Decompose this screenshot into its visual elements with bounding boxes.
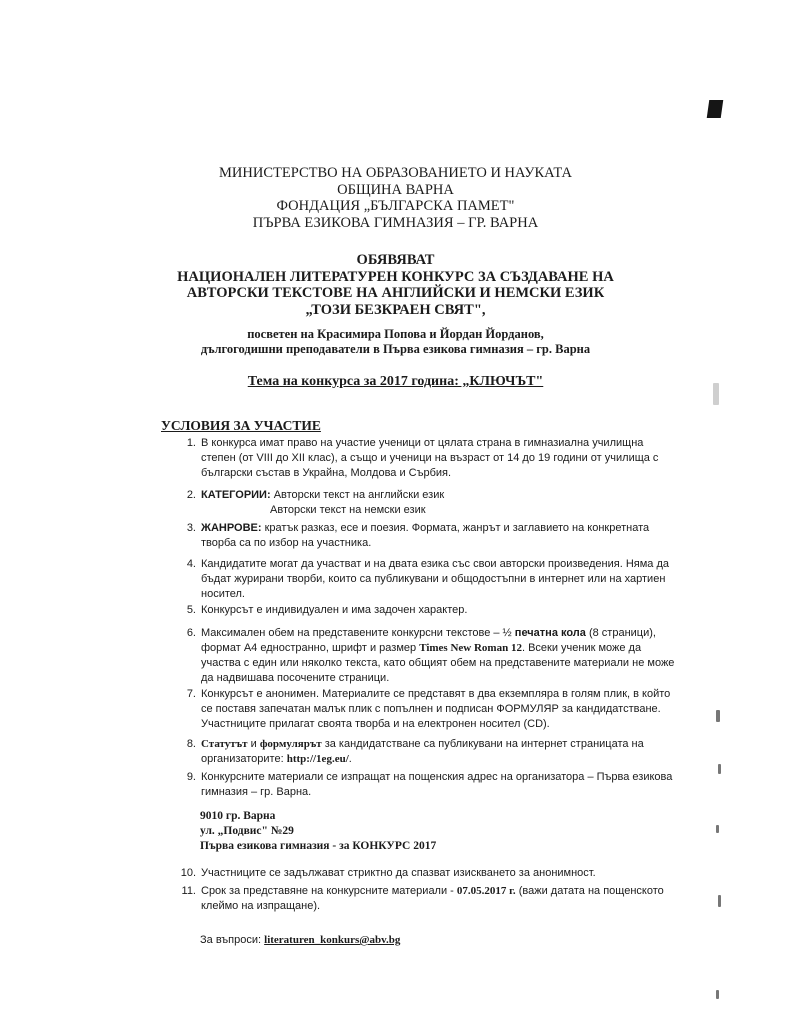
item-text: Срок за представяне на конкурсните материали -	[201, 885, 454, 897]
ministry-line: МИНИСТЕРСТВО НА ОБРАЗОВАНИЕТО И НАУКАТА	[219, 165, 572, 181]
scan-speck	[716, 825, 719, 833]
item-text: (8 страници),	[588, 627, 656, 639]
address-line: Първа езикова гимназия - за КОНКУРС 2017	[200, 840, 437, 852]
genres-label: ЖАНРОВЕ:	[201, 522, 262, 534]
item-emphasis: печатна кола	[514, 627, 586, 639]
item-text: се поставя запечатан малък плик с попълнен и подписан ФОРМУЛЯР за кандидатстване.	[201, 703, 661, 715]
item-text: В конкурса имат право на участие ученици от цялата страна в гимназиална училищна	[201, 437, 644, 449]
contest-theme: Тема на конкурса за 2017 година: „КЛЮЧЪТ"	[247, 374, 544, 389]
item-text: творба са по избор на участника.	[201, 537, 372, 549]
dedication-line: дългогодишни преподаватели в Първа езикова гимназия – гр. Варна	[200, 342, 591, 356]
category-english: Авторски текст на английски език	[273, 489, 445, 501]
deadline-date: 07.05.2017 г.	[456, 885, 516, 897]
municipality-line: ОБЩИНА ВАРНА	[337, 181, 454, 198]
postal-address	[200, 809, 436, 854]
item-text: Участниците се задължават стриктно да спазват изискването за анонимност.	[201, 867, 596, 879]
announce-line: АВТОРСКИ ТЕКСТОВЕ НА АНГЛИЙСКИ И НЕМСКИ ЕЗИК	[186, 285, 605, 301]
item-number: 1.	[186, 437, 196, 449]
statute-label: Статутът	[201, 738, 248, 750]
item-text: формат А4 едностранно, шрифт и размер	[201, 642, 417, 654]
form-label: формулярът	[259, 738, 322, 750]
announcement-title	[0, 252, 791, 318]
item-number: 5.	[186, 604, 196, 616]
item-text: Максимален обем на представените конкурсни текстове – ½	[201, 627, 512, 639]
school-line: ПЪРВА ЕЗИКОВА ГИМНАЗИЯ – ГР. ВАРНА	[252, 214, 539, 231]
item-text: гимназия – гр. Варна.	[201, 786, 312, 798]
dedication	[0, 327, 791, 357]
item-text: кратък разказ, есе и поезия. Формата, жанрът и заглавието на конкретната	[264, 522, 650, 534]
item-number: 7.	[186, 688, 196, 700]
item-text: организаторите:	[201, 753, 284, 765]
item-text: степен (от VIII до XII клас), а също и ученици на възраст от 14 до 19 години от училища с	[201, 452, 659, 464]
item-text: и	[250, 738, 257, 750]
item-number: 6.	[186, 627, 196, 639]
item-number: 10.	[180, 867, 196, 879]
foundation-line: ФОНДАЦИЯ „БЪЛГАРСКА ПАМЕТ"	[276, 198, 515, 214]
address-line: 9010 гр. Варна	[200, 810, 276, 822]
item-text: носител.	[201, 588, 245, 600]
announce-line: ОБЯВЯВАТ	[356, 252, 435, 268]
contact-label: За въпроси:	[200, 934, 262, 946]
item-number: 11.	[181, 885, 196, 897]
contact-email-link[interactable]: literaturen_konkurs@abv.bg	[264, 934, 401, 946]
conditions-heading: УСЛОВИЯ ЗА УЧАСТИЕ	[161, 418, 321, 433]
item-number: 9.	[186, 771, 196, 783]
scan-speck	[716, 990, 719, 999]
item-text: участва с един или няколко текста, като общият обем на представените материали не може	[201, 657, 675, 669]
item-text: да надвишава посочените страници.	[201, 672, 390, 684]
category-german: Авторски текст на немски език	[270, 504, 426, 516]
item-text: . Всеки ученик може да	[521, 642, 642, 654]
item-text: Конкурсът е анонимен. Материалите се представят в два екземпляра в голям плик, в който	[201, 688, 671, 700]
item-text: (важи датата на пощенското	[518, 885, 664, 897]
dedication-line: посветен на Красимира Попова и Йордан Йорданов,	[247, 327, 544, 341]
item-text: клеймо на изпращане).	[201, 900, 321, 912]
item-text: Конкурсните материали се изпращат на пощенския адрес на организатора – Първа езикова	[201, 771, 673, 783]
organizers-header	[0, 165, 791, 231]
announce-line: НАЦИОНАЛЕН ЛИТЕРАТУРЕН КОНКУРС ЗА СЪЗДАВАНЕ НА	[177, 268, 614, 285]
scan-speck	[718, 895, 721, 907]
item-number: 4.	[186, 558, 196, 570]
item-text: Участниците прилагат своята творба и на електронен носител (CD).	[201, 718, 550, 730]
item-text: Кандидатите могат да участват и на двата езика със свои авторски произведения. Няма да	[201, 558, 669, 570]
item-number: 8.	[186, 738, 196, 750]
item-number: 3.	[186, 522, 196, 534]
categories-label: КАТЕГОРИИ:	[201, 489, 271, 501]
item-text: .	[348, 753, 352, 765]
item-text: за кандидатстване са публикувани на интернет страницата на	[324, 738, 644, 750]
item-text: български състав в Украйна, Молдова и Сърбия.	[201, 467, 452, 479]
scan-speck	[718, 764, 721, 774]
scan-edge-mark	[707, 100, 724, 118]
address-line: ул. „Подвис" №29	[200, 825, 294, 837]
item-text: Конкурсът е индивидуален и има задочен характер.	[201, 604, 468, 616]
announce-line: „ТОЗИ БЕЗКРАЕН СВЯТ",	[305, 301, 486, 318]
item-emphasis: Times New Roman 12	[419, 642, 522, 654]
item-number: 2.	[186, 489, 196, 501]
website-link[interactable]: http://1eg.eu/	[286, 753, 349, 765]
contact-line	[200, 934, 400, 946]
item-text: бъдат журирани творби, които са публикувани и общодостъпни в интернет или на хартиен	[201, 573, 666, 585]
scan-speck	[716, 710, 720, 722]
